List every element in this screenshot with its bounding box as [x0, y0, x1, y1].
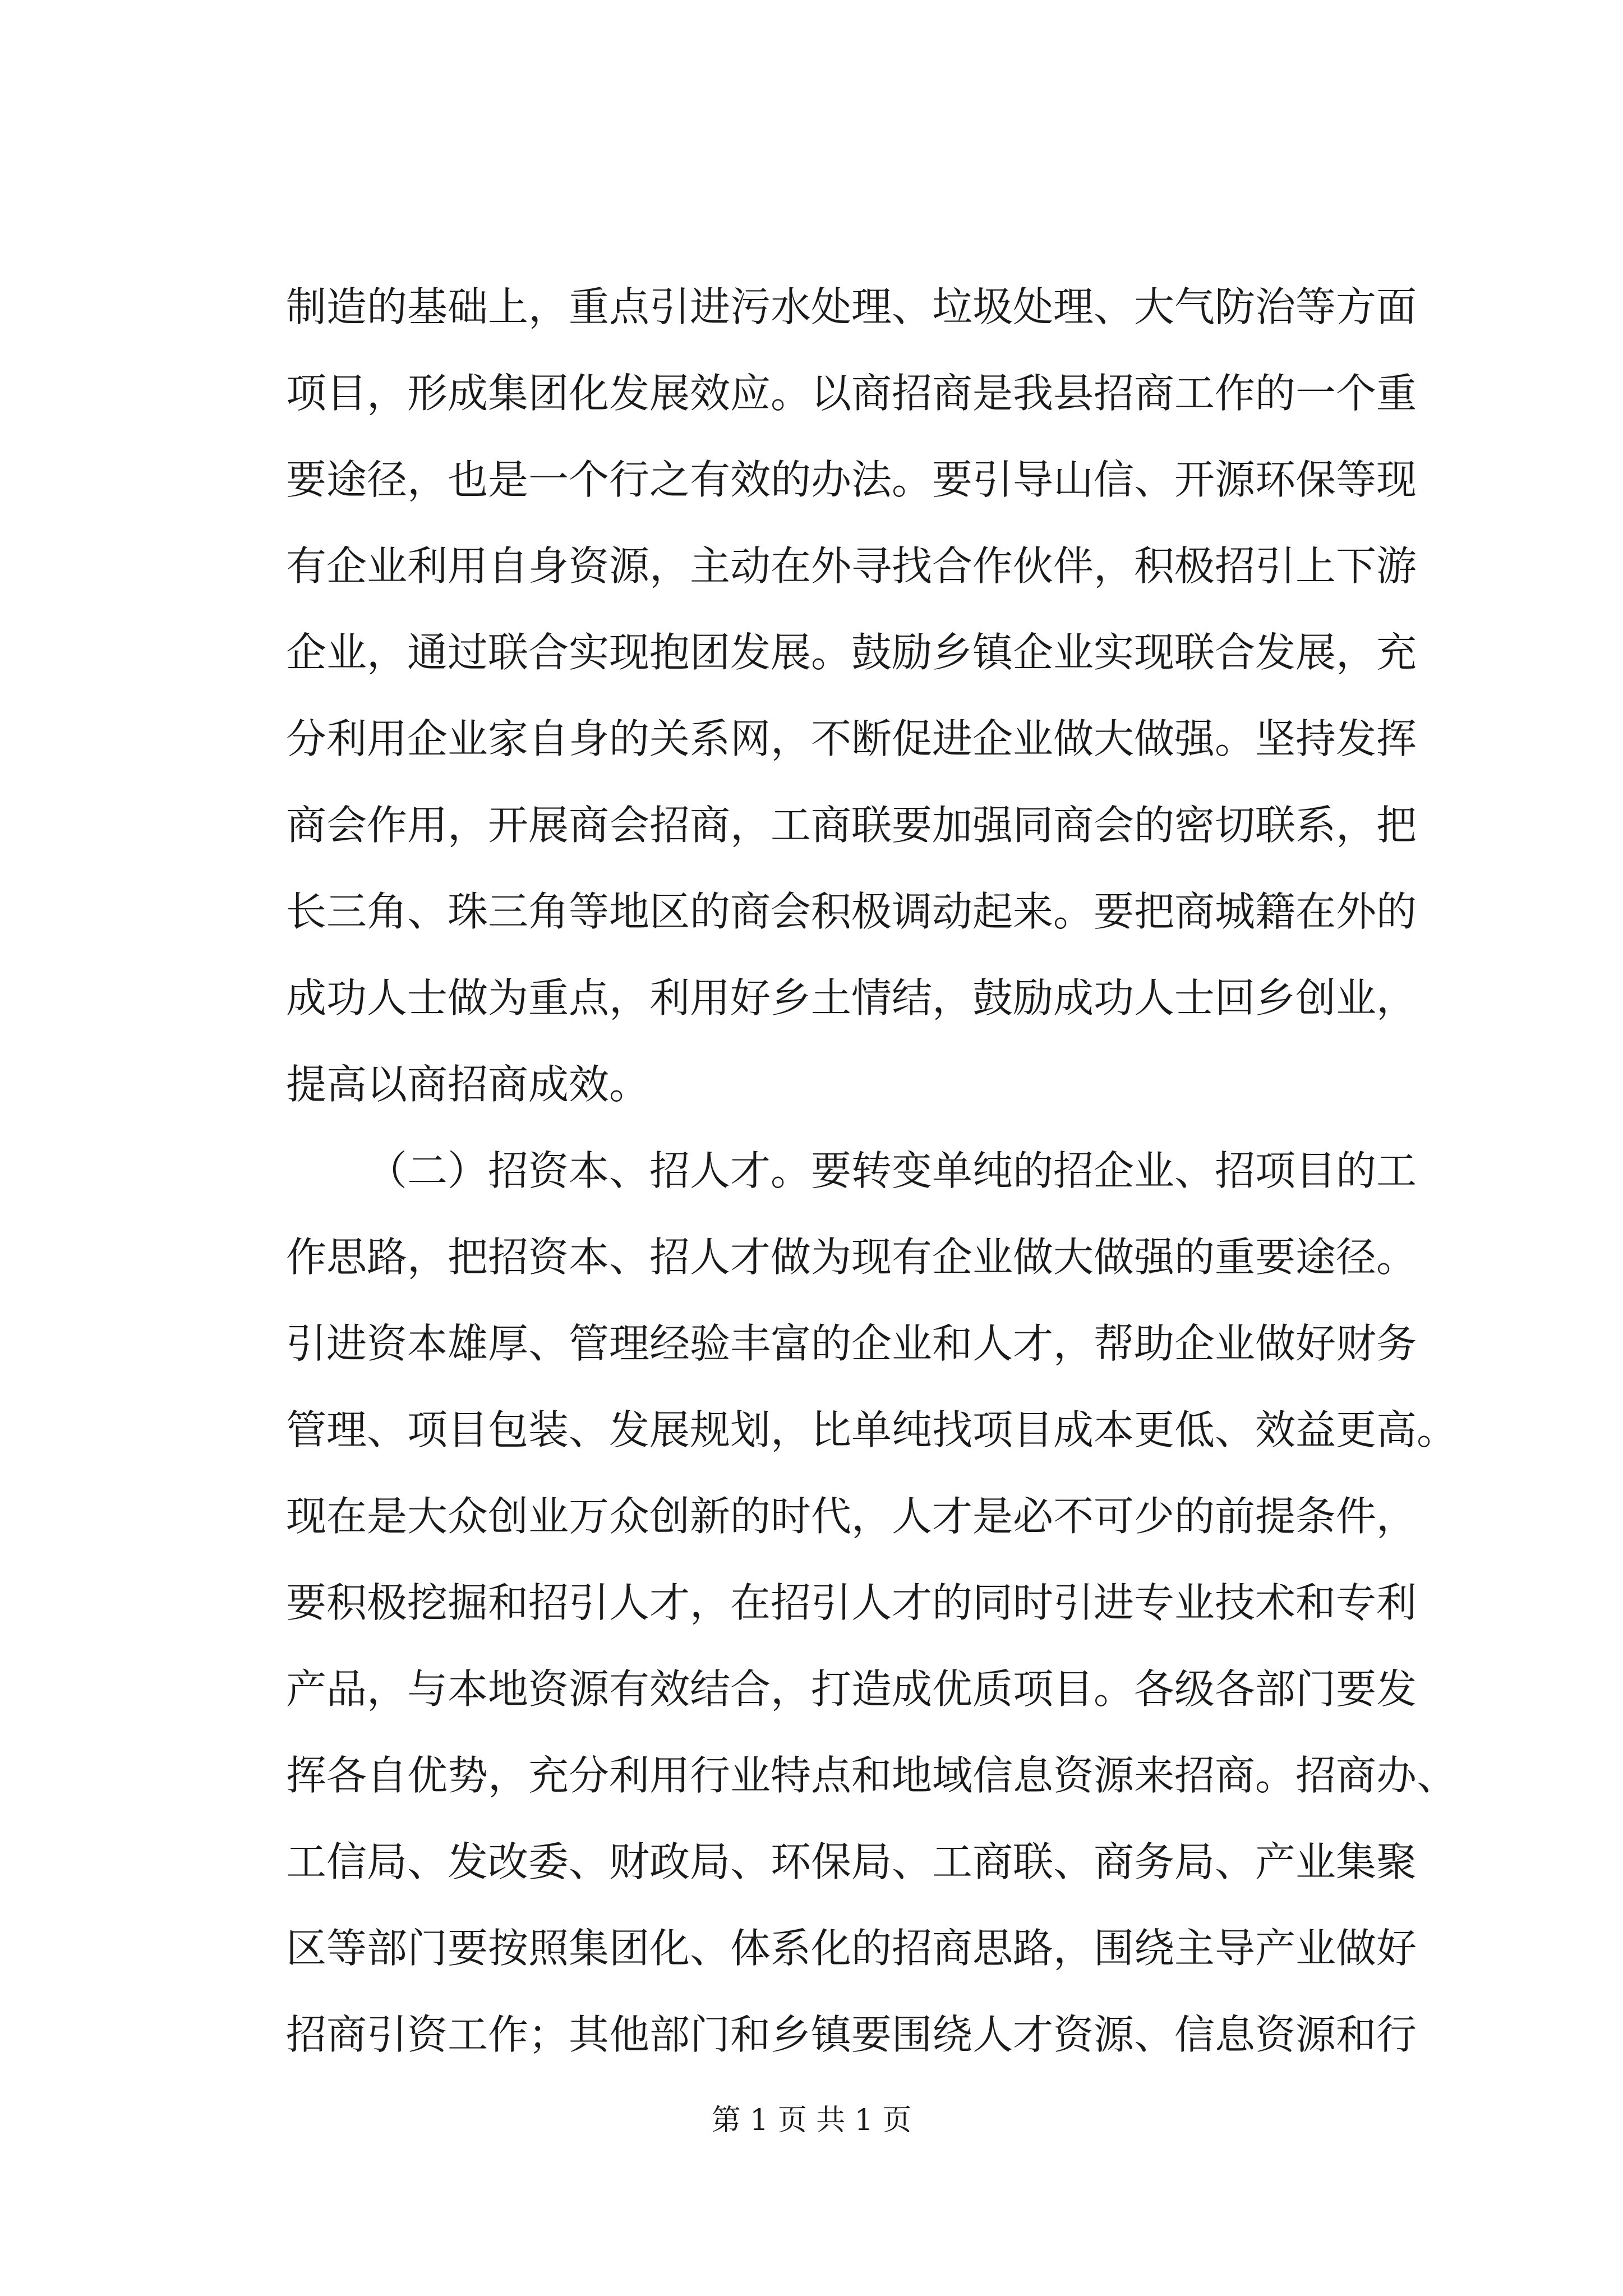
text-line: 工信局、发改委、财政局、环保局、工商联、商务局、产业集聚 [286, 1838, 1417, 1885]
page-number: 第 1 页 共 1 页 [711, 2104, 912, 2137]
text-line: 挥各自优势，充分利用行业特点和地域信息资源来招商。招商办、 [286, 1752, 1458, 1799]
section-heading-line: （二）招资本、招人才。要转变单纯的招企业、招项目的工 [367, 1147, 1417, 1194]
text-line: 有企业利用自身资源，主动在外寻找合作伙伴，积极招引上下游 [286, 542, 1417, 590]
text-line: 要途径，也是一个行之有效的办法。要引导山信、开源环保等现 [286, 456, 1417, 503]
text-line: 商会作用，开展商会招商，工商联要加强同商会的密切联系，把 [286, 802, 1417, 849]
text-line: 招商引资工作；其他部门和乡镇要围绕人才资源、信息资源和行 [286, 2011, 1417, 2058]
text-line: 企业，通过联合实现抱团发展。鼓励乡镇企业实现联合发展，充 [286, 629, 1417, 676]
text-line: 区等部门要按照集团化、体系化的招商思路，围绕主导产业做好 [286, 1925, 1417, 1972]
page-footer [0, 2101, 1623, 2140]
text-line: 作思路，把招资本、招人才做为现有企业做大做强的重要途径。 [286, 1234, 1417, 1281]
text-line: 成功人士做为重点，利用好乡土情结，鼓励成功人士回乡创业， [286, 974, 1417, 1022]
text-line: 管理、项目包装、发展规划，比单纯找项目成本更低、效益更高。 [286, 1406, 1458, 1453]
text-line: 现在是大众创业万众创新的时代，人才是必不可少的前提条件， [286, 1493, 1417, 1540]
text-line: 项目，形成集团化发展效应。以商招商是我县招商工作的一个重 [286, 370, 1417, 417]
text-line: 提高以商招商成效。 [286, 1061, 650, 1108]
body-text [286, 264, 1458, 2078]
text-line: 长三角、珠三角等地区的商会积极调动起来。要把商城籍在外的 [286, 888, 1417, 935]
text-line: 制造的基础上，重点引进污水处理、垃圾处理、大气防治等方面 [286, 283, 1417, 330]
text-line: 要积极挖掘和招引人才，在招引人才的同时引进专业技术和专利 [286, 1579, 1417, 1626]
text-line: 产品，与本地资源有效结合，打造成优质项目。各级各部门要发 [286, 1665, 1417, 1713]
text-line: 分利用企业家自身的关系网，不断促进企业做大做强。坚持发挥 [286, 715, 1417, 762]
text-line: 引进资本雄厚、管理经验丰富的企业和人才，帮助企业做好财务 [286, 1320, 1417, 1367]
